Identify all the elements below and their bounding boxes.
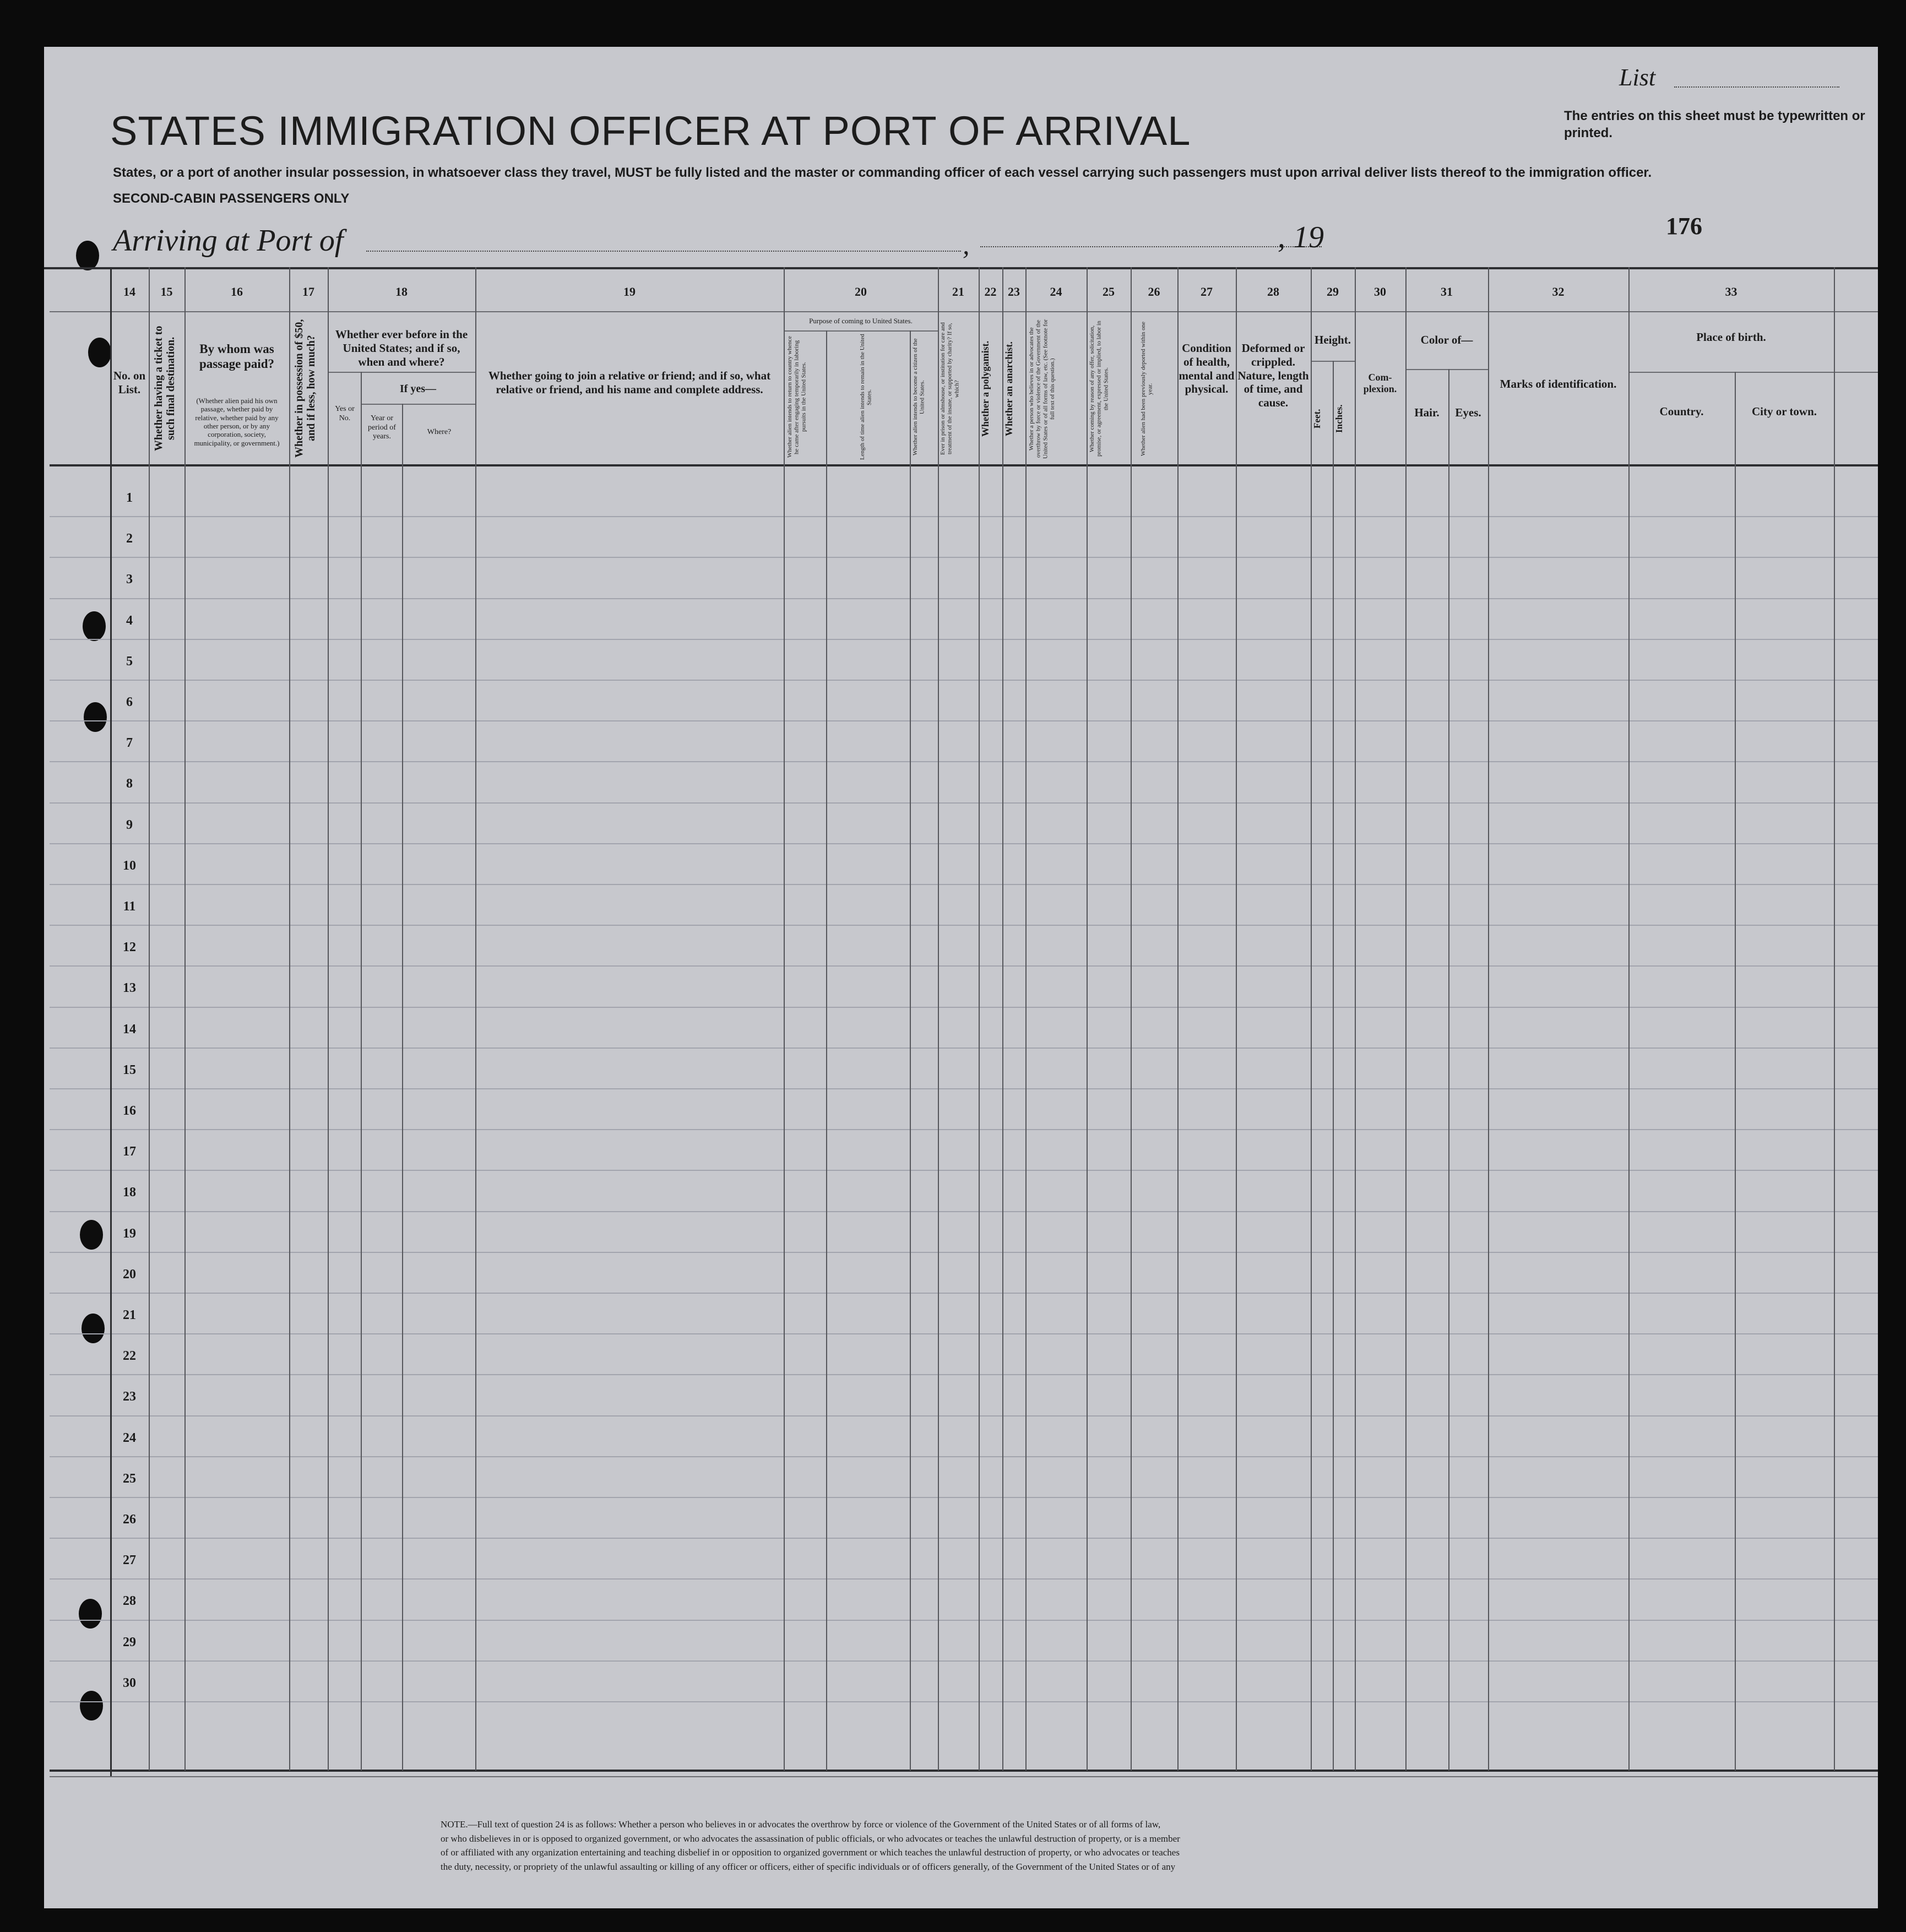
- row-number: 27: [123, 1553, 136, 1568]
- footnote-line: NOTE.—Full text of question 24 is as follows: Whether a person who believes in or advocates the overthrow by force or violence of the Government of the United States or of all forms of law,: [441, 1819, 1161, 1830]
- row-number: 9: [126, 817, 133, 832]
- row-number: 5: [126, 654, 133, 669]
- punch-hole: [76, 241, 99, 270]
- row-rule: [50, 884, 1878, 885]
- column-number: 24: [1050, 285, 1062, 299]
- arriving-label: Arriving at Port of: [113, 224, 344, 258]
- header-passage-paid: By whom was passage paid?: [199, 342, 275, 371]
- column-number: 29: [1327, 285, 1339, 299]
- row-rule: [50, 1048, 1878, 1049]
- table-bottom-rule: [50, 1776, 1878, 1777]
- row-number: 14: [123, 1022, 136, 1036]
- punch-hole: [80, 1220, 103, 1250]
- row-number: 30: [123, 1675, 136, 1690]
- row-rule: [50, 1007, 1878, 1008]
- column-number: 25: [1103, 285, 1115, 299]
- row-rule: [50, 1620, 1878, 1621]
- row-rule: [50, 761, 1878, 762]
- row-rule: [50, 1578, 1878, 1580]
- cabin-class: SECOND-CABIN PASSENGERS ONLY: [113, 191, 350, 206]
- header-polygamist: Whether a polygamist.: [980, 340, 991, 437]
- row-rule: [50, 639, 1878, 640]
- header-become-citizen: Whether alien intends to become a citizen of the United States.: [912, 338, 926, 456]
- row-number: 25: [123, 1471, 136, 1486]
- column-number: 14: [123, 285, 135, 299]
- row-number: 20: [123, 1267, 136, 1282]
- row-rule: [50, 1497, 1878, 1498]
- instruction-text: States, or a port of another insular possession, in whatsoever class they travel, MUST be fully listed and the master or commanding officer of each vessel carrying such passengers must upon arrival deliver lists thereof to the immigration officer.: [113, 165, 1652, 180]
- row-rule: [50, 516, 1878, 517]
- row-rule: [50, 1538, 1878, 1539]
- header-joining-relative: Whether going to join a relative or friend; and if so, what relative or friend, and his name and complete address.: [488, 369, 771, 396]
- column-number: 18: [395, 285, 408, 299]
- row-rule: [50, 1252, 1878, 1253]
- row-rule: [50, 680, 1878, 681]
- header-purpose-return: Whether alien intends to return to country whence he came after engaging temporarily in laboring pursuits in the United States.: [786, 336, 807, 458]
- table-top-border: [44, 267, 1878, 269]
- row-rule: [50, 1129, 1878, 1130]
- comma-separator: ,: [963, 229, 970, 260]
- header-period: Year or period of years.: [368, 414, 396, 441]
- column-number: 30: [1374, 285, 1386, 299]
- row-number: 2: [126, 531, 133, 546]
- row-rule: [50, 1660, 1878, 1662]
- page-title: STATES IMMIGRATION OFFICER AT PORT OF ARRIVAL: [110, 108, 1191, 154]
- row-number: 10: [123, 858, 136, 873]
- row-number: 19: [123, 1226, 136, 1241]
- header-yes-no: Yes or No.: [335, 405, 355, 422]
- row-number: 8: [126, 777, 133, 791]
- column-number: 22: [984, 285, 997, 299]
- footnote-line: of or affiliated with any organization entertaining and teaching disbelief in or opposition to organized government or which teaches the unlawful destruction of property, or who advocates or teaches: [441, 1847, 1180, 1858]
- footnote: [441, 1817, 1542, 1874]
- row-number: 7: [126, 736, 133, 751]
- date-field[interactable]: [980, 246, 1322, 247]
- header-anarchist: Whether an anarchist.: [1003, 341, 1014, 436]
- row-rule: [50, 1088, 1878, 1089]
- punch-hole: [80, 1691, 103, 1721]
- punch-hole: [88, 338, 111, 367]
- row-rule: [50, 843, 1878, 844]
- row-rule: [50, 1333, 1878, 1334]
- punch-hole: [83, 611, 106, 641]
- header-deformed: Deformed or crippled. Nature, length of time, and cause.: [1237, 341, 1309, 410]
- row-rule: [50, 1170, 1878, 1171]
- header-health: Condition of health, mental and physical.: [1179, 341, 1235, 396]
- column-number: 27: [1201, 285, 1213, 299]
- row-rule: [50, 802, 1878, 804]
- column-number-rule: [50, 311, 1878, 312]
- row-number: 28: [123, 1594, 136, 1609]
- header-place-of-birth: Place of birth.: [1696, 330, 1766, 344]
- row-rule: [50, 557, 1878, 558]
- punch-hole: [79, 1599, 102, 1629]
- header-ticket: Whether having a ticket to such final destination.: [153, 325, 177, 451]
- list-number-field[interactable]: [1674, 86, 1839, 88]
- header-feet: Feet.: [1312, 409, 1322, 428]
- page-number: 176: [1666, 213, 1702, 240]
- column-number: 31: [1441, 285, 1453, 299]
- list-label: List: [1619, 64, 1656, 91]
- row-rule: [50, 965, 1878, 967]
- header-bottom-border: [50, 464, 1878, 466]
- table-bottom-border: [50, 1770, 1878, 1772]
- header-if-yes: If yes—: [399, 383, 437, 395]
- footnote-line: the duty, necessity, or propriety of the unlawful assaulting or killing of any officer or officers, either of specific individuals or of officers generally, of the Government of the United States or of any: [441, 1861, 1176, 1872]
- column-number: 33: [1725, 285, 1737, 299]
- row-rule: [50, 1374, 1878, 1375]
- punch-hole: [84, 702, 107, 732]
- header-prison-almshouse: Ever in prison or almshouse, or institution for care and treatment of the insane, or supported by charity? If so, which?: [940, 322, 960, 455]
- header-no-on-list: No. on List.: [113, 369, 146, 396]
- header-passage-note: (Whether alien paid his own passage, whether paid by relative, whether paid by any other person, or by any corporation, society, municipality, or government.): [194, 397, 280, 447]
- column-number: 26: [1148, 285, 1160, 299]
- row-number: 23: [123, 1390, 136, 1404]
- row-rule: [50, 1415, 1878, 1417]
- row-number: 4: [126, 613, 133, 628]
- column-number: 20: [855, 285, 867, 299]
- column-number: 19: [623, 285, 636, 299]
- header-marks: Marks of identification.: [1500, 377, 1617, 390]
- row-number: 18: [123, 1185, 136, 1200]
- row-number: 21: [123, 1308, 136, 1322]
- row-rule: [50, 1293, 1878, 1294]
- row-number: 15: [123, 1062, 136, 1077]
- column-number: 21: [952, 285, 964, 299]
- row-rule: [50, 1701, 1878, 1702]
- row-number: 24: [123, 1430, 136, 1445]
- row-rule: [50, 1456, 1878, 1457]
- row-number: 12: [123, 940, 136, 955]
- header-city: City or town.: [1751, 405, 1817, 418]
- header-length-of-stay: Length of time alien intends to remain in the United States.: [859, 334, 873, 460]
- manifest-sheet: [44, 47, 1878, 1908]
- row-rule: [50, 720, 1878, 721]
- header-purpose: Purpose of coming to United States.: [809, 317, 913, 325]
- row-number: 11: [123, 899, 136, 914]
- entries-note: The entries on this sheet must be typewritten or printed.: [1564, 108, 1865, 141]
- row-number: 6: [126, 695, 133, 709]
- column-number: 28: [1267, 285, 1279, 299]
- row-rule: [50, 925, 1878, 926]
- row-rule: [50, 1211, 1878, 1212]
- header-where: Where?: [427, 428, 452, 436]
- column-number: 17: [302, 285, 314, 299]
- row-number: 1: [126, 491, 133, 505]
- row-number: 17: [123, 1144, 136, 1159]
- row-number: 16: [123, 1104, 136, 1118]
- year-prefix: , 19: [1278, 220, 1324, 254]
- header-hair: Hair.: [1414, 406, 1440, 419]
- header-deported: Whether alien had been previously deported within one year.: [1140, 321, 1154, 457]
- header-overthrow: Whether a person who believes in or advocates the overthrow by force or violence of the Government of the United States or of all forms of law, etc. (See footnote for full text of this question.): [1028, 319, 1056, 459]
- header-country: Country.: [1659, 405, 1704, 418]
- column-number: 16: [231, 285, 243, 299]
- header-labor-offer: Whether coming by reason of any offer, solicitation, promise, or agreement, expressed or implied, to labor in the United States.: [1089, 321, 1110, 457]
- row-number: 22: [123, 1349, 136, 1364]
- header-before-in-us: Whether ever before in the United States; and if so, when and where?: [335, 328, 468, 368]
- footnote-line: or who disbelieves in or is opposed to organized government, or who advocates the assassination of public officials, or who advocates or teaches the unlawful destruction of property, or is a member: [441, 1833, 1180, 1844]
- header-color-of: Color of—: [1420, 333, 1473, 346]
- port-field[interactable]: [366, 251, 961, 252]
- column-number: 32: [1552, 285, 1565, 299]
- row-number: 13: [123, 981, 136, 996]
- header-money: Whether in possession of $50, and if less, how much?: [293, 319, 317, 458]
- column-number: 23: [1008, 285, 1020, 299]
- column-number: 15: [160, 285, 173, 299]
- row-number: 29: [123, 1635, 136, 1649]
- row-rule: [50, 598, 1878, 599]
- punch-hole: [82, 1314, 105, 1343]
- row-number: 26: [123, 1512, 136, 1527]
- header-inches: Inches.: [1334, 404, 1344, 433]
- row-number: 3: [126, 572, 133, 587]
- header-eyes: Eyes.: [1455, 406, 1481, 419]
- header-complexion: Com-plexion.: [1363, 372, 1397, 395]
- header-height: Height.: [1315, 333, 1351, 346]
